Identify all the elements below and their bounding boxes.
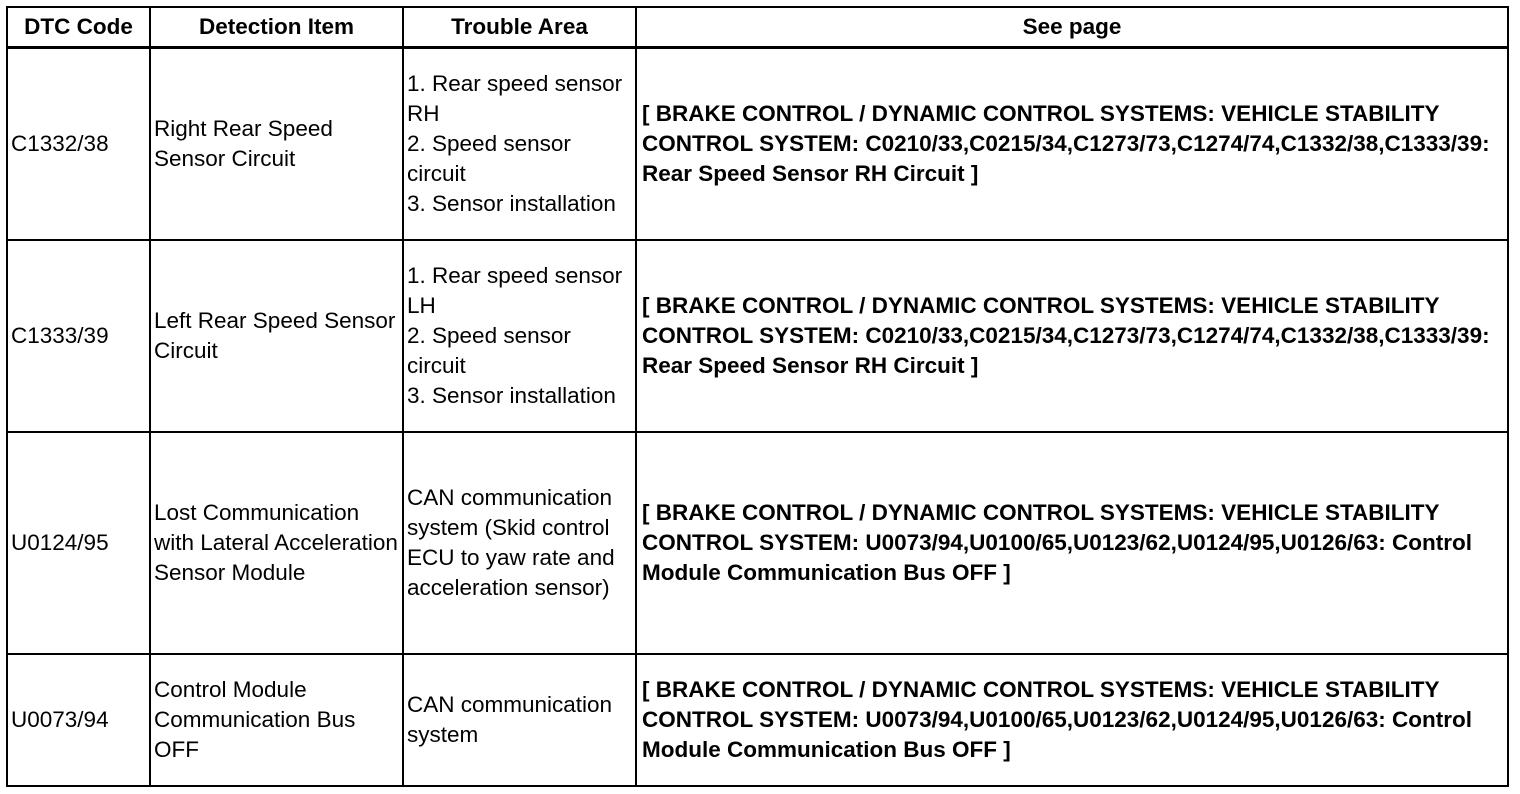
- trouble-area-item: 3. Sensor installation: [407, 382, 616, 408]
- detection-item-cell: Left Rear Speed Sensor Circuit: [150, 240, 403, 432]
- table-row: [7, 240, 1508, 432]
- dtc-table: [6, 6, 1509, 787]
- trouble-area-cell: [403, 654, 636, 786]
- detection-item-cell: Lost Communication with Lateral Acceleration Sensor Module: [150, 432, 403, 654]
- header-detection-item: Detection Item: [150, 7, 403, 48]
- trouble-area-item: 1. Rear speed sensor LH: [407, 262, 623, 318]
- dtc-code-cell: C1332/38: [7, 48, 150, 240]
- header-dtc-code: DTC Code: [7, 7, 150, 48]
- table-row: [7, 432, 1508, 654]
- detection-item-cell: Right Rear Speed Sensor Circuit: [150, 48, 403, 240]
- trouble-area-item: 2. Speed sensor circuit: [407, 130, 571, 186]
- trouble-area-cell: [403, 48, 636, 240]
- trouble-area-cell: [403, 240, 636, 432]
- header-trouble-area: Trouble Area: [403, 7, 636, 48]
- dtc-code-cell: U0073/94: [7, 654, 150, 786]
- dtc-code-cell: C1333/39: [7, 240, 150, 432]
- trouble-area-item: 2. Speed sensor circuit: [407, 322, 571, 378]
- dtc-code-cell: U0124/95: [7, 432, 150, 654]
- trouble-area-item: CAN communication system (Skid control ECU to yaw rate and acceleration sensor): [407, 484, 615, 600]
- see-page-link[interactable]: [ BRAKE CONTROL / DYNAMIC CONTROL SYSTEMS: VEHICLE STABILITY CONTROL SYSTEM: C0210/33,C0215/34,C1273/73,C1274/74,C1332/38,C1333/39: Rear Speed Sensor RH Circuit ]: [636, 48, 1508, 240]
- header-row: [7, 7, 1508, 48]
- see-page-link[interactable]: [ BRAKE CONTROL / DYNAMIC CONTROL SYSTEMS: VEHICLE STABILITY CONTROL SYSTEM: U0073/94,U0100/65,U0123/62,U0124/95,U0126/63: Control Module Communication Bus OFF ]: [636, 654, 1508, 786]
- trouble-area-item: 3. Sensor installation: [407, 190, 616, 216]
- trouble-area-item: 1. Rear speed sensor RH: [407, 70, 623, 126]
- trouble-area-item: CAN communication system: [407, 691, 613, 747]
- header-see-page: See page: [636, 7, 1508, 48]
- table-row: [7, 654, 1508, 786]
- table-row: [7, 48, 1508, 240]
- see-page-link[interactable]: [ BRAKE CONTROL / DYNAMIC CONTROL SYSTEMS: VEHICLE STABILITY CONTROL SYSTEM: U0073/94,U0100/65,U0123/62,U0124/95,U0126/63: Control Module Communication Bus OFF ]: [636, 432, 1508, 654]
- trouble-area-cell: [403, 432, 636, 654]
- detection-item-cell: Control Module Communication Bus OFF: [150, 654, 403, 786]
- see-page-link[interactable]: [ BRAKE CONTROL / DYNAMIC CONTROL SYSTEMS: VEHICLE STABILITY CONTROL SYSTEM: C0210/33,C0215/34,C1273/73,C1274/74,C1332/38,C1333/39: Rear Speed Sensor RH Circuit ]: [636, 240, 1508, 432]
